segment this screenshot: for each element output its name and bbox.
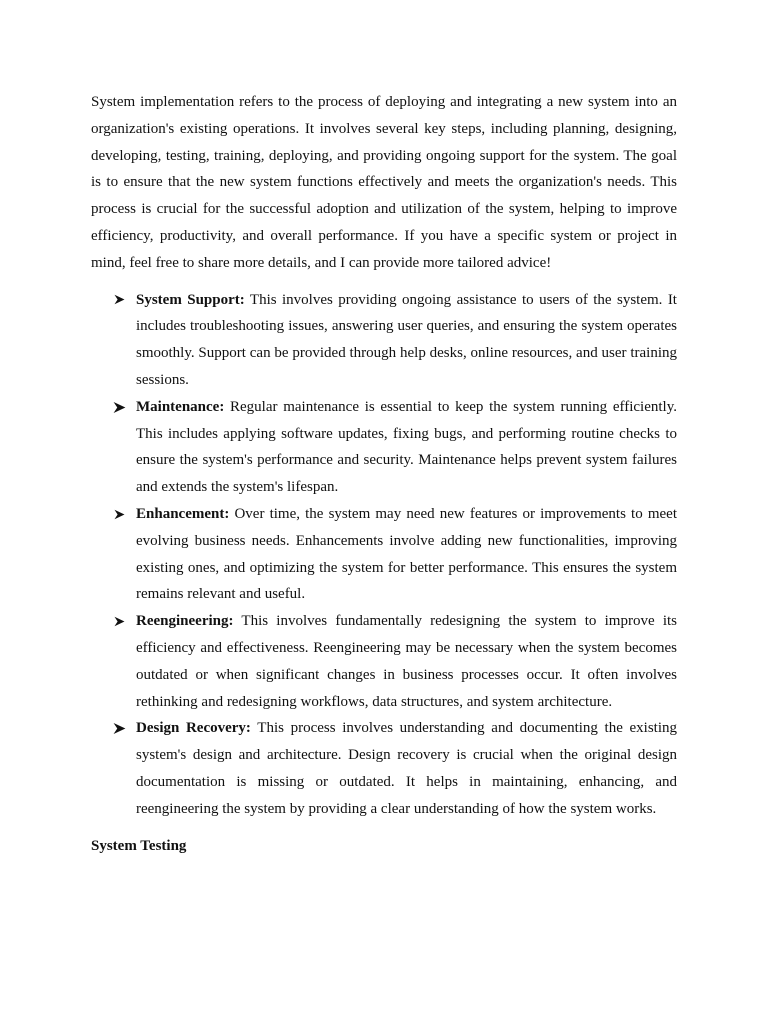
bullet-term: Design Recovery: <box>136 720 251 737</box>
intro-paragraph: System implementation refers to the process of deploying and integrating a new system into an organization's existing operations. It involves several key steps, including planning, designing, developing, testing, training, deploying, and providing ongoing support for the system. The goal is to ensure that the new system functions effectively and meets the organization's needs. This process is crucial for the successful adoption and utilization of the system, helping to improve efficiency, productivity, and overall performance. If you have a specific system or project in mind, feel free to share more details, and I can provide more tailored advice! <box>91 94 677 271</box>
bullet-term: Maintenance: <box>136 398 225 415</box>
arrowhead-bullet-icon <box>112 608 126 635</box>
bullet-text: Over time, the system may need new features or improvements to meet evolving business needs. Enhancements involve adding new functionalities, improving existing ones, and optimizing the system for better performance. This ensures the system remains relevant and useful. <box>136 505 677 603</box>
document-page <box>91 89 677 859</box>
list-item <box>91 608 677 715</box>
bullet-term: Enhancement: <box>136 505 230 522</box>
bullet-text: This involves providing ongoing assistance to users of the system. It includes troubleshooting issues, answering user queries, and ensuring the system operates smoothly. Support can be provided through help desks, online resources, and user training sessions. <box>136 291 677 388</box>
bullet-list <box>91 287 677 823</box>
bullet-text: Regular maintenance is essential to keep the system running efficiently. This includes applying software updates, fixing bugs, and performing routine checks to ensure the system's performance and security. Maintenance helps prevent system failures and extends the system's lifespan. <box>136 398 677 496</box>
bullet-term: System Support: <box>136 291 245 308</box>
list-item <box>91 715 677 822</box>
arrowhead-bullet-icon <box>112 394 126 421</box>
list-item <box>91 394 677 501</box>
arrowhead-bullet-icon <box>112 287 126 314</box>
bullet-text: This process involves understanding and documenting the existing system's design and architecture. Design recovery is crucial when the original design documentation is missing or outdated. It helps in maintaining, enhancing, and reengineering the system by providing a clear understanding of how the system works. <box>136 720 678 817</box>
bullet-term: Reengineering: <box>136 613 234 630</box>
arrowhead-bullet-icon <box>112 715 126 742</box>
bullet-text: This involves fundamentally redesigning the system to improve its efficiency and effectiveness. Reengineering may be necessary when the system becomes outdated or when significant changes in business processes occur. It often involves rethinking and redesigning workflows, data structures, and system architecture. <box>136 613 677 710</box>
arrowhead-bullet-icon <box>112 501 126 528</box>
list-item <box>91 287 677 394</box>
list-item <box>91 501 677 608</box>
section-heading: System Testing <box>91 837 187 854</box>
